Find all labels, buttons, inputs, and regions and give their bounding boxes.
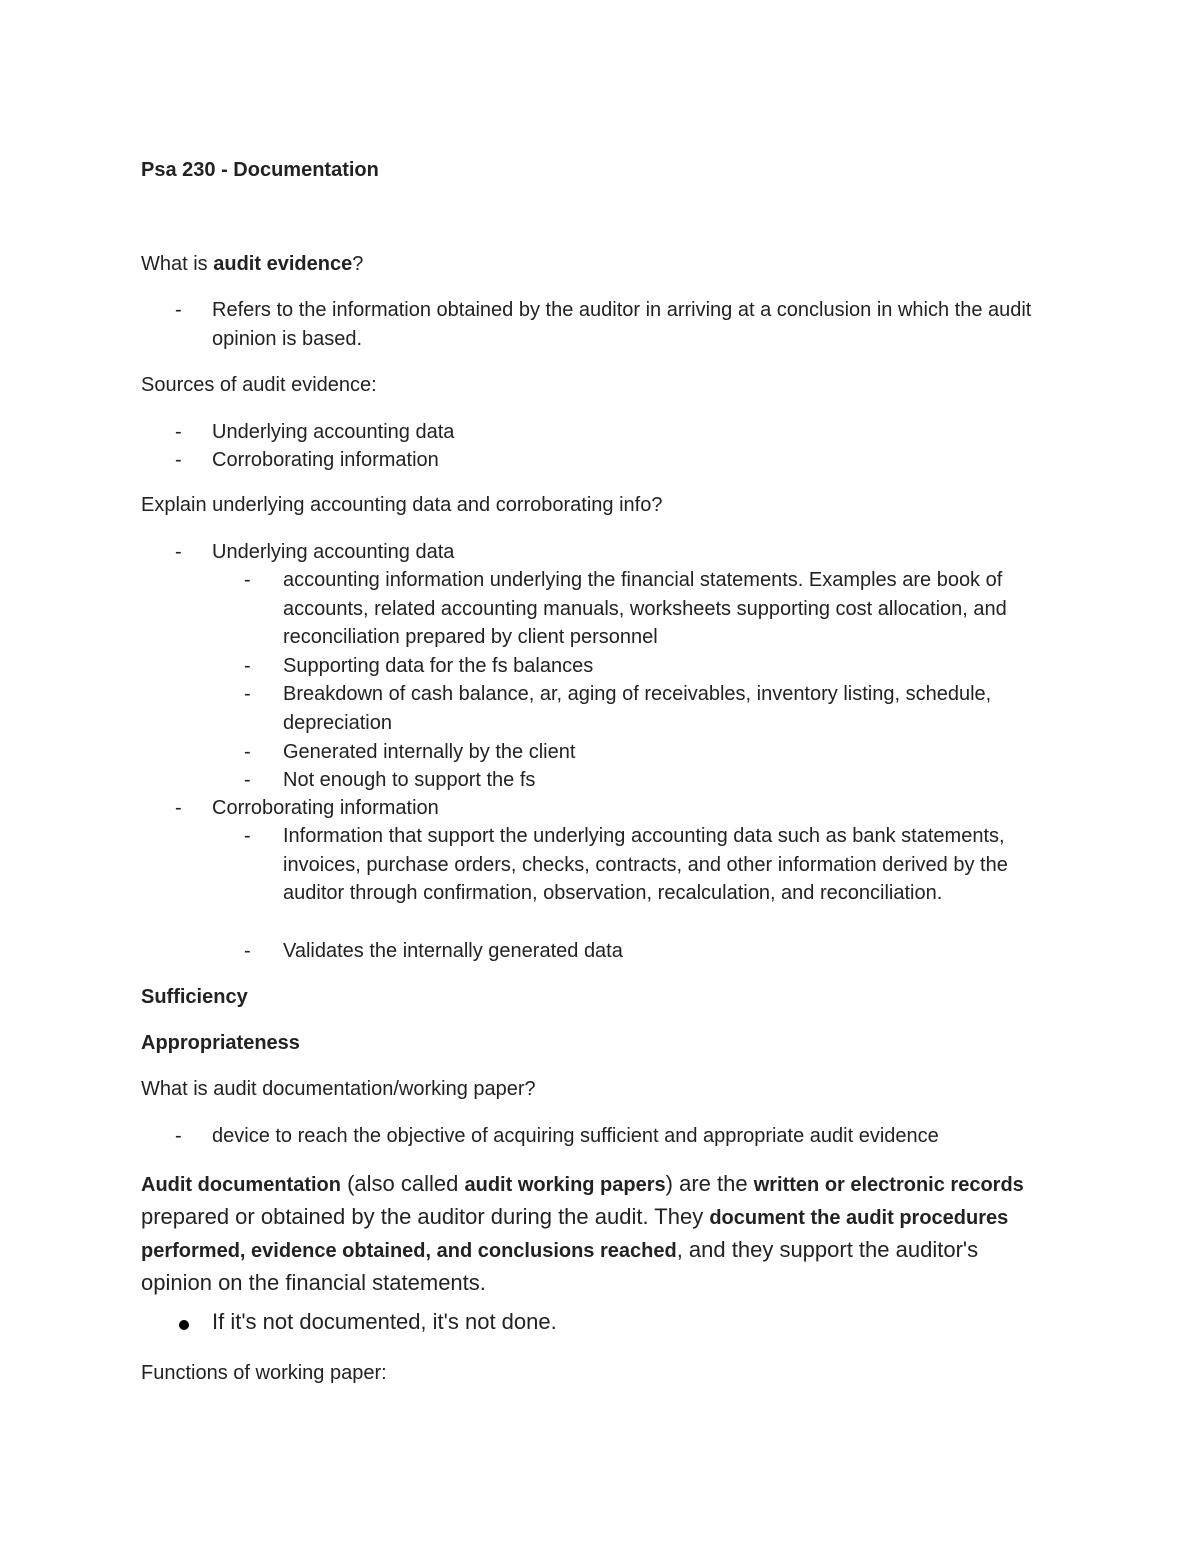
bullet-icon <box>179 1320 189 1330</box>
dash-marker: - <box>175 299 182 321</box>
dash-marker: - <box>175 797 182 819</box>
sufficiency-heading: Sufficiency <box>141 986 248 1008</box>
dash-marker: - <box>175 421 182 443</box>
sub-list-item: accounting information underlying the financial statements. Examples are book of accounts, related accounting manuals, worksheets supporting cost allocation, and reconciliation prepared by client personnel <box>283 569 1007 649</box>
page-title: Psa 230 - Documentation <box>141 159 379 181</box>
list-item: device to reach the objective of acquiring sufficient and appropriate audit evidence <box>212 1125 939 1147</box>
sub-list-item: Supporting data for the fs balances <box>283 655 594 677</box>
dash-marker: - <box>175 449 182 471</box>
dash-marker: - <box>244 683 251 705</box>
question-working-paper: What is audit documentation/working paper? <box>141 1078 536 1100</box>
explain-heading: Explain underlying accounting data and corroborating info? <box>141 494 663 516</box>
sub-list-item: Information that support the underlying accounting data such as bank statements, invoices, purchase orders, checks, contracts, and other information derived by the auditor through confirmation, observation, recalculation, and reconciliation. <box>283 825 1008 905</box>
sub-list-item: Breakdown of cash balance, ar, aging of receivables, inventory listing, schedule, depreciation <box>283 683 992 734</box>
sub-list-item: Not enough to support the fs <box>283 769 536 791</box>
bullet-text: If it's not documented, it's not done. <box>212 1309 557 1334</box>
dash-marker: - <box>244 569 251 591</box>
functions-heading: Functions of working paper: <box>141 1362 387 1384</box>
dash-marker: - <box>244 769 251 791</box>
appropriateness-heading: Appropriateness <box>141 1032 300 1054</box>
list-item-underlying: Underlying accounting data <box>212 541 455 563</box>
sources-heading: Sources of audit evidence: <box>141 374 377 396</box>
dash-marker: - <box>244 825 251 847</box>
list-item-corroborating: Corroborating information <box>212 797 439 819</box>
list-item: Corroborating information <box>212 449 439 471</box>
list-item: Refers to the information obtained by the auditor in arriving at a conclusion in which the audit opinion is based. <box>212 299 1032 350</box>
dash-marker: - <box>175 541 182 563</box>
list-item: Underlying accounting data <box>212 421 455 443</box>
sub-list-item: Validates the internally generated data <box>283 940 623 962</box>
question-audit-evidence: What is audit evidence? <box>141 253 364 275</box>
dash-marker: - <box>244 741 251 763</box>
definition-paragraph: Audit documentation (also called audit working papers) are the written or electronic records prepared or obtained by the auditor during the audit. They document the audit procedures performed, evidence obtained, and conclusions reached, and they support the auditor's opinion on the financial statements. <box>141 1171 1024 1295</box>
dash-marker: - <box>244 655 251 677</box>
dash-marker: - <box>244 940 251 962</box>
sub-list-item: Generated internally by the client <box>283 741 576 763</box>
dash-marker: - <box>175 1125 182 1147</box>
